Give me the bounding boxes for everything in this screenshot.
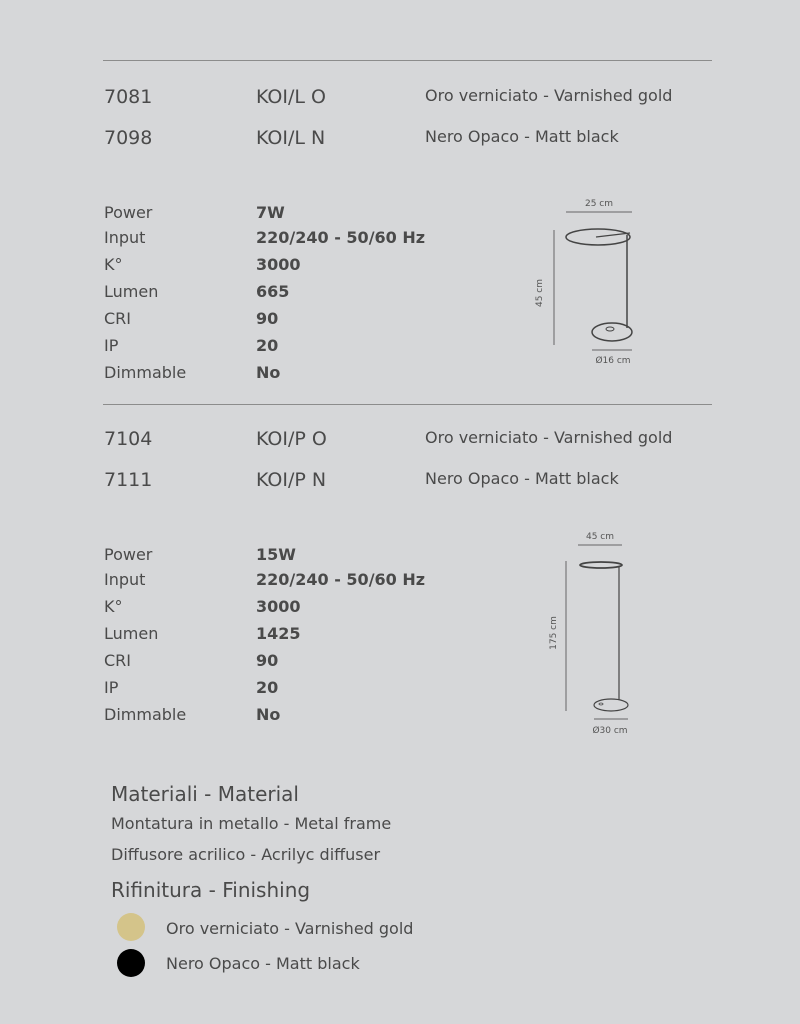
spec-value: 220/240 - 50/60 Hz — [256, 228, 426, 247]
drawing-width-label: 45 cm — [585, 532, 615, 542]
spec-value: 90 — [256, 651, 279, 670]
drawing-width-label: 25 cm — [584, 199, 614, 209]
materials-title: Materiali - Material — [111, 782, 299, 806]
spec-label: Power — [104, 545, 153, 564]
spec-label: Dimmable — [104, 363, 187, 382]
spec-label: CRI — [104, 651, 132, 670]
product-code: 7098 — [104, 127, 153, 149]
table-lamp-drawing — [530, 190, 650, 370]
spec-label: Power — [104, 203, 153, 222]
material-item: Montatura in metallo - Metal frame — [111, 814, 392, 833]
product-model: KOI/P O — [256, 428, 327, 450]
product-code: 7081 — [104, 86, 153, 108]
spec-value: 1425 — [256, 624, 301, 643]
material-item: Diffusore acrilico - Acrilyc diffuser — [111, 845, 381, 864]
section-divider — [103, 404, 712, 405]
gold-swatch — [117, 913, 145, 941]
spec-label: CRI — [104, 309, 132, 328]
product-model: KOI/P N — [256, 469, 327, 491]
spec-value: No — [256, 363, 281, 382]
spec-label: K° — [104, 597, 123, 616]
spec-label: Input — [104, 570, 146, 589]
drawing-height-label: 175 cm — [549, 616, 559, 650]
product-finish: Nero Opaco - Matt black — [425, 127, 619, 146]
spec-value: 90 — [256, 309, 279, 328]
drawing-base-label: Ø16 cm — [595, 356, 631, 366]
spec-label: Lumen — [104, 282, 159, 301]
spec-value: 220/240 - 50/60 Hz — [256, 570, 426, 589]
spec-value: 3000 — [256, 597, 301, 616]
top-divider — [103, 60, 712, 61]
black-swatch — [117, 949, 145, 977]
spec-label: K° — [104, 255, 123, 274]
product-finish: Oro verniciato - Varnished gold — [425, 86, 673, 105]
spec-value: 3000 — [256, 255, 301, 274]
product-code: 7104 — [104, 428, 153, 450]
spec-value: 665 — [256, 282, 290, 301]
spec-label: Lumen — [104, 624, 159, 643]
spec-label: Dimmable — [104, 705, 187, 724]
floor-lamp-drawing — [540, 525, 660, 740]
product-finish: Nero Opaco - Matt black — [425, 469, 619, 488]
product-code: 7111 — [104, 469, 153, 491]
spec-label: Input — [104, 228, 146, 247]
spec-value: 20 — [256, 336, 279, 355]
spec-label: IP — [104, 678, 119, 697]
finishing-item: Oro verniciato - Varnished gold — [166, 919, 414, 938]
finishing-title: Rifinitura - Finishing — [111, 878, 311, 902]
drawing-height-label: 45 cm — [535, 278, 545, 308]
spec-value: 15W — [256, 545, 296, 564]
finishing-item: Nero Opaco - Matt black — [166, 954, 360, 973]
product-model: KOI/L N — [256, 127, 326, 149]
spec-value: 20 — [256, 678, 279, 697]
spec-value: 7W — [256, 203, 285, 222]
spec-label: IP — [104, 336, 119, 355]
product-model: KOI/L O — [256, 86, 326, 108]
product-finish: Oro verniciato - Varnished gold — [425, 428, 673, 447]
drawing-base-label: Ø30 cm — [592, 726, 628, 736]
spec-value: No — [256, 705, 281, 724]
